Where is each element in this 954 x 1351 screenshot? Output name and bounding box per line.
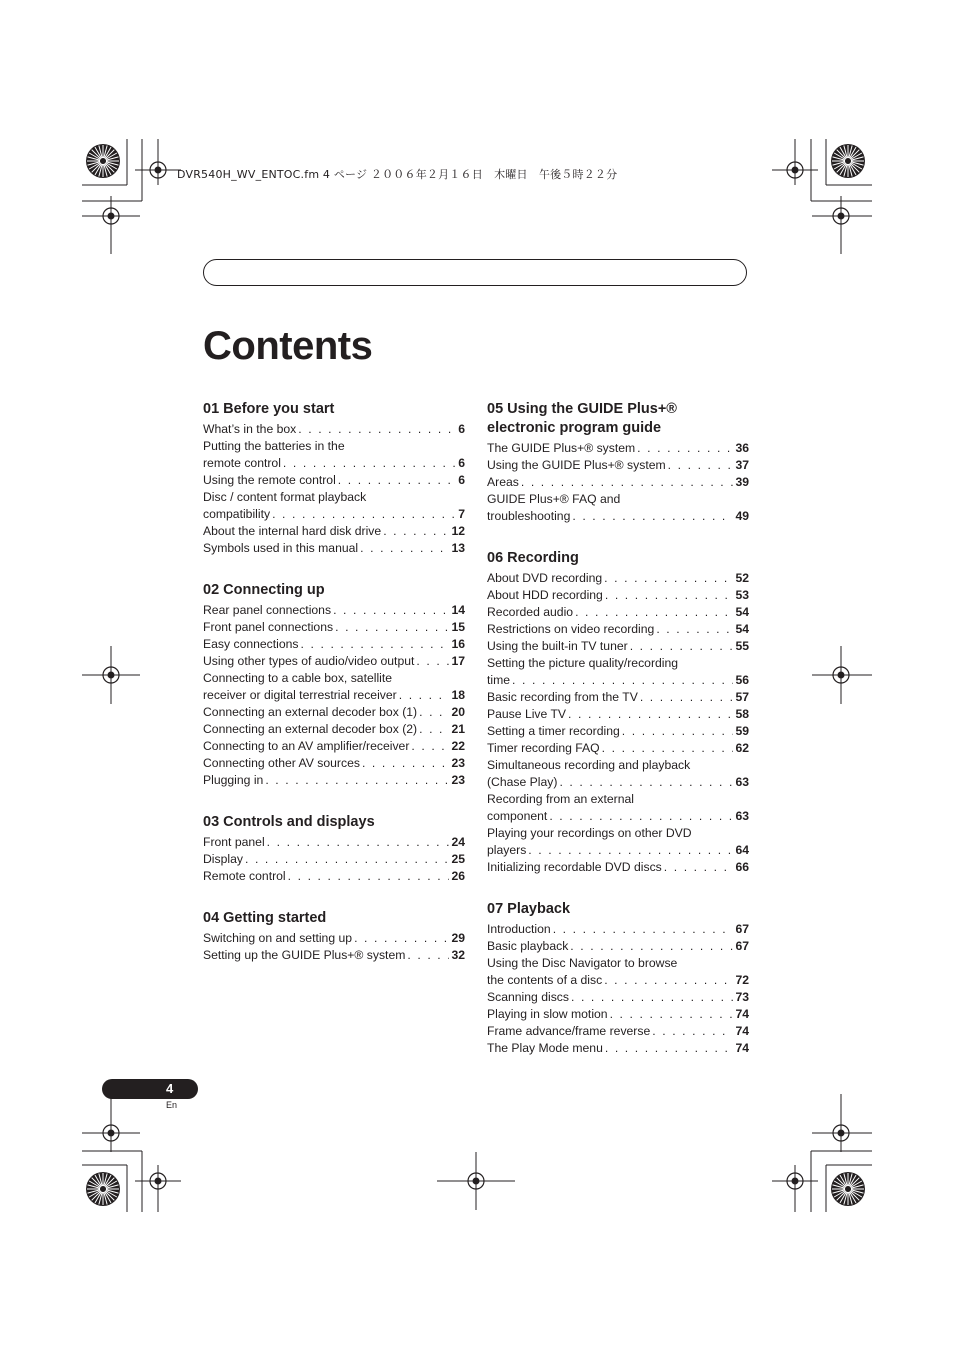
toc-entry-text: Using the GUIDE Plus+® system	[487, 458, 666, 472]
dot-leader	[360, 540, 449, 557]
toc-entry-text: Setting a timer recording	[487, 724, 620, 738]
toc-entry[interactable]	[203, 523, 465, 540]
toc-entry-text: Connecting other AV sources	[203, 756, 360, 770]
toc-entry[interactable]	[203, 721, 465, 738]
toc-page-number: 66	[735, 860, 749, 874]
toc-entry[interactable]	[487, 1006, 749, 1023]
toc-entry[interactable]	[487, 1040, 749, 1057]
dot-leader	[604, 972, 733, 989]
toc-page-number: 74	[735, 1041, 749, 1055]
toc-page-number: 21	[451, 722, 465, 736]
page-language: En	[166, 1100, 178, 1110]
toc-entry-text: Symbols used in this manual	[203, 541, 359, 555]
toc-section	[203, 400, 465, 557]
toc-page-number: 74	[735, 1007, 749, 1021]
toc-entry[interactable]	[487, 604, 749, 621]
dot-leader	[333, 602, 449, 619]
toc-entry[interactable]	[487, 655, 749, 689]
section-heading: 02 Connecting up	[203, 582, 325, 598]
toc-section	[487, 900, 749, 1057]
page-title: Contents	[203, 324, 373, 368]
dot-leader	[637, 440, 733, 457]
section-heading: 05 Using the GUIDE Plus+® electronic program guide	[487, 401, 677, 436]
toc-entry[interactable]	[203, 755, 465, 772]
toc-entry-text-line1: GUIDE Plus+® FAQ and	[487, 492, 621, 506]
dot-leader	[411, 738, 449, 755]
toc-page-number: 20	[451, 705, 465, 719]
toc-entry-text: the contents of a disc	[487, 973, 603, 987]
toc-entry-text: Frame advance/frame reverse	[487, 1024, 651, 1038]
toc-page-number: 74	[735, 1024, 749, 1038]
toc-page-number: 55	[735, 639, 749, 653]
dot-leader	[335, 619, 449, 636]
toc-entry-text: Using the built-in TV tuner	[487, 639, 628, 653]
toc-entry-text: (Chase Play)	[487, 775, 558, 789]
toc-entry[interactable]	[487, 638, 749, 655]
toc-entry[interactable]	[487, 723, 749, 740]
toc-page-number: 12	[451, 524, 465, 538]
toc-entry-text: players	[487, 843, 527, 857]
toc-entry-text: Timer recording FAQ	[487, 741, 600, 755]
toc-page-number: 49	[735, 509, 749, 523]
toc-entry-text: Introduction	[487, 922, 551, 936]
toc-entry[interactable]	[487, 740, 749, 757]
toc-entry[interactable]	[487, 706, 749, 723]
toc-entry-text: Restrictions on video recording	[487, 622, 655, 636]
section-heading: 01 Before you start	[203, 401, 335, 417]
toc-entry[interactable]	[487, 938, 749, 955]
toc-page-number: 62	[735, 741, 749, 755]
toc-page-number: 52	[735, 571, 749, 585]
toc-page-number: 73	[735, 990, 749, 1004]
toc-entry[interactable]	[203, 704, 465, 721]
section-heading: 03 Controls and displays	[203, 814, 375, 830]
file-slug: DVR540H_WV_ENTOC.fm 4 ページ ２００６年２月１６日 木曜日 午後５時２２分	[177, 168, 618, 181]
page-number-tab	[102, 1079, 198, 1099]
toc-entry-text: Areas	[487, 475, 519, 489]
dot-leader	[605, 1040, 734, 1057]
toc-entry[interactable]	[203, 834, 465, 851]
dot-leader	[354, 930, 449, 947]
toc-page-number: 54	[735, 605, 749, 619]
dot-leader	[602, 740, 734, 757]
toc-entry-text-line1: Using the Disc Navigator to browse	[487, 956, 678, 970]
toc-entry-text: Remote control	[203, 869, 286, 883]
toc-page-number: 67	[735, 922, 749, 936]
dot-leader	[528, 842, 733, 859]
toc-entry[interactable]	[203, 602, 465, 619]
toc-entry[interactable]	[203, 738, 465, 755]
toc-entry-text-line1: Disc / content format playback	[203, 490, 367, 504]
dot-leader	[407, 947, 449, 964]
toc-entry-text: Setting up the GUIDE Plus+® system	[203, 948, 406, 962]
toc-page-number: 58	[735, 707, 749, 721]
dot-leader	[298, 421, 456, 438]
toc-entry[interactable]	[487, 921, 749, 938]
dot-leader	[630, 638, 734, 655]
toc-entry-text-line1: Recording from an external	[487, 792, 634, 806]
toc-entry-text: The Play Mode menu	[487, 1041, 603, 1055]
toc-entry[interactable]	[487, 621, 749, 638]
toc-section	[203, 581, 465, 789]
toc-entry-text: Playing in slow motion	[487, 1007, 608, 1021]
toc-entry-text: compatibility	[203, 507, 271, 521]
toc-entry[interactable]	[203, 540, 465, 557]
toc-column-right	[487, 400, 749, 1081]
toc-page-number: 22	[451, 739, 465, 753]
toc-page-number: 59	[735, 724, 749, 738]
toc-entry-text: Recorded audio	[487, 605, 574, 619]
dot-leader	[245, 851, 449, 868]
toc-entry[interactable]	[487, 474, 749, 491]
toc-entry-text-line1: Simultaneous recording and playback	[487, 758, 691, 772]
toc-entry[interactable]	[487, 570, 749, 587]
toc-entry[interactable]	[487, 440, 749, 457]
toc-page-number: 6	[458, 456, 465, 470]
toc-entry[interactable]	[487, 955, 749, 989]
dot-leader	[610, 1006, 734, 1023]
dot-leader	[265, 772, 449, 789]
dot-leader	[512, 672, 733, 689]
section-heading: 04 Getting started	[203, 910, 327, 926]
toc-entry-text: Switching on and setting up	[203, 931, 353, 945]
toc-page-number: 6	[458, 473, 465, 487]
toc-entry[interactable]	[203, 670, 465, 704]
dot-leader	[656, 621, 733, 638]
toc-page-number: 63	[735, 775, 749, 789]
toc-entry-text: receiver or digital terrestrial receiver	[203, 688, 397, 702]
toc-entry[interactable]	[203, 438, 465, 472]
toc-page-number: 6	[458, 422, 465, 436]
toc-entry-text: Plugging in	[203, 773, 264, 787]
toc-entry-text: Front panel connections	[203, 620, 334, 634]
toc-page-number: 24	[451, 835, 465, 849]
toc-entry[interactable]	[487, 825, 749, 859]
toc-entry-text: Initializing recordable DVD discs	[487, 860, 662, 874]
toc-section	[203, 813, 465, 885]
dot-leader	[419, 721, 449, 738]
toc-page-number: 64	[735, 843, 749, 857]
dot-leader	[272, 506, 456, 523]
dot-leader	[604, 570, 733, 587]
toc-page-number: 16	[451, 637, 465, 651]
toc-entry[interactable]	[487, 791, 749, 825]
toc-entry[interactable]	[487, 587, 749, 604]
toc-entry-text: Front panel	[203, 835, 265, 849]
toc-entry[interactable]	[203, 472, 465, 489]
toc-entry-text: What’s in the box	[203, 422, 297, 436]
dot-leader	[568, 706, 733, 723]
toc-entry[interactable]	[203, 772, 465, 789]
dot-leader	[549, 808, 733, 825]
toc-section	[487, 549, 749, 876]
toc-column-left	[203, 400, 465, 988]
toc-entry[interactable]	[487, 1023, 749, 1040]
toc-page-number: 53	[735, 588, 749, 602]
toc-entry-text: Connecting an external decoder box (2)	[203, 722, 418, 736]
toc-entry-text-line1: Putting the batteries in the	[203, 439, 345, 453]
toc-entry[interactable]	[203, 421, 465, 438]
toc-entry-text: Rear panel connections	[203, 603, 332, 617]
toc-section	[487, 400, 749, 525]
dot-leader	[664, 859, 734, 876]
toc-page-number: 63	[735, 809, 749, 823]
toc-entry-text: Pause Live TV	[487, 707, 567, 721]
dot-leader	[575, 604, 733, 621]
toc-page-number: 17	[451, 654, 465, 668]
toc-page-number: 39	[735, 475, 749, 489]
toc-entry-text: Using the remote control	[203, 473, 336, 487]
dot-leader	[301, 636, 450, 653]
toc-entry-text: component	[487, 809, 548, 823]
toc-entry[interactable]	[487, 491, 749, 525]
toc-page-number: 15	[451, 620, 465, 634]
toc-entry[interactable]	[487, 859, 749, 876]
dot-leader	[419, 704, 449, 721]
toc-entry[interactable]	[487, 689, 749, 706]
toc-entry-text: Connecting an external decoder box (1)	[203, 705, 418, 719]
toc-page-number: 67	[735, 939, 749, 953]
toc-entry[interactable]	[203, 851, 465, 868]
toc-entry-text: Easy connections	[203, 637, 299, 651]
toc-page-number: 56	[735, 673, 749, 687]
dot-leader	[572, 508, 733, 525]
section-heading: 06 Recording	[487, 550, 579, 566]
toc-entry-text: Scanning discs	[487, 990, 569, 1004]
toc-entry[interactable]	[203, 489, 465, 523]
toc-entry[interactable]	[203, 636, 465, 653]
toc-entry[interactable]	[203, 947, 465, 964]
toc-page-number: 29	[451, 931, 465, 945]
dot-leader	[416, 653, 449, 670]
toc-entry[interactable]	[203, 653, 465, 670]
dot-leader	[362, 755, 449, 772]
dot-leader	[553, 921, 734, 938]
toc-entry[interactable]	[203, 930, 465, 947]
toc-page-number: 36	[735, 441, 749, 455]
dot-leader	[338, 472, 456, 489]
toc-page-number: 25	[451, 852, 465, 866]
toc-entry-text: Basic playback	[487, 939, 569, 953]
toc-page-number: 7	[458, 507, 465, 521]
toc-entry[interactable]	[487, 757, 749, 791]
toc-entry-text: About DVD recording	[487, 571, 603, 585]
toc-entry-text: time	[487, 673, 511, 687]
toc-entry-text: About the internal hard disk drive	[203, 524, 382, 538]
toc-entry-text: Using other types of audio/video output	[203, 654, 415, 668]
toc-page-number: 72	[735, 973, 749, 987]
dot-leader	[571, 989, 733, 1006]
toc-entry-text: Basic recording from the TV	[487, 690, 638, 704]
dot-leader	[668, 457, 734, 474]
toc-entry-text: remote control	[203, 456, 281, 470]
toc-entry-text: About HDD recording	[487, 588, 603, 602]
section-heading: 07 Playback	[487, 901, 571, 917]
toc-page-number: 23	[451, 756, 465, 770]
dot-leader	[652, 1023, 733, 1040]
dot-leader	[399, 687, 450, 704]
page-number: 4	[166, 1081, 174, 1096]
dot-leader	[383, 523, 449, 540]
dot-leader	[605, 587, 734, 604]
toc-page-number: 57	[735, 690, 749, 704]
toc-entry-text-line1: Connecting to a cable box, satellite	[203, 671, 393, 685]
toc-section	[203, 909, 465, 964]
toc-page-number: 14	[451, 603, 465, 617]
dot-leader	[521, 474, 734, 491]
toc-entry-text-line1: Playing your recordings on other DVD	[487, 826, 692, 840]
toc-page-number: 26	[451, 869, 465, 883]
toc-entry-text: Connecting to an AV amplifier/receiver	[203, 739, 410, 753]
dot-leader	[622, 723, 734, 740]
toc-entry-text: Display	[203, 852, 243, 866]
toc-page-number: 13	[451, 541, 465, 555]
dot-leader	[288, 868, 450, 885]
dot-leader	[570, 938, 733, 955]
toc-entry[interactable]	[203, 619, 465, 636]
toc-entry-text: troubleshooting	[487, 509, 571, 523]
dot-leader	[559, 774, 733, 791]
toc-entry-text-line1: Setting the picture quality/recording	[487, 656, 679, 670]
toc-entry-text: The GUIDE Plus+® system	[487, 441, 636, 455]
header-bar	[203, 259, 747, 286]
dot-leader	[267, 834, 450, 851]
toc-page-number: 23	[451, 773, 465, 787]
dot-leader	[640, 689, 734, 706]
toc-page-number: 18	[451, 688, 465, 702]
dot-leader	[283, 455, 456, 472]
toc-page-number: 32	[451, 948, 465, 962]
toc-page-number: 37	[735, 458, 749, 472]
toc-entry[interactable]	[203, 868, 465, 885]
toc-entry[interactable]	[487, 989, 749, 1006]
toc-entry[interactable]	[487, 457, 749, 474]
toc-page-number: 54	[735, 622, 749, 636]
